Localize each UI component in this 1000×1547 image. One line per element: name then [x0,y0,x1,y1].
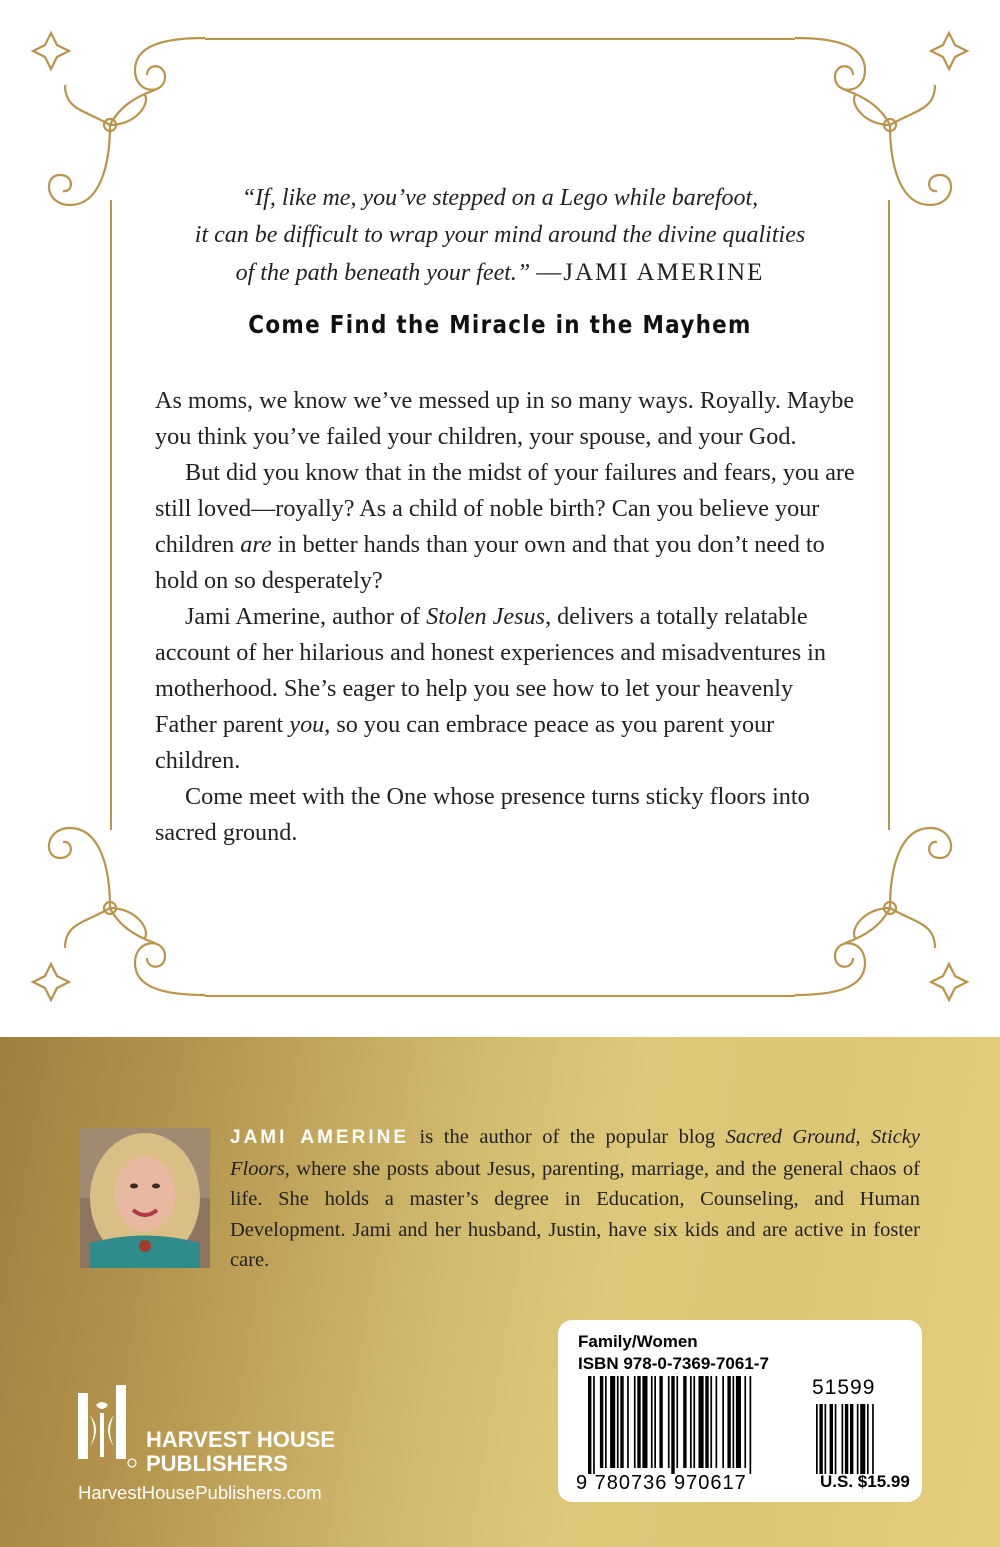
barcode-bar [627,1376,629,1468]
barcode-bar [610,1376,615,1468]
barcode-bar [750,1376,752,1474]
barcode-bar [654,1376,656,1468]
barcode-main-digits: 9 780736 970617 [576,1472,747,1494]
p3-text-c: , so you can embrace peace as you parent your children. [155,711,775,774]
barcode-addon-bar [830,1404,833,1474]
quote-line-3-text: of the path beneath your feet.” [235,260,531,286]
barcode-addon-bar [835,1404,837,1474]
paragraph-2 [155,455,855,599]
p3-emphasis: you [289,711,325,738]
barcode-addon-bar [860,1404,865,1474]
barcode-bar [668,1376,670,1468]
quote-attribution: —JAMI AMERINE [536,259,765,286]
barcode-isbn: ISBN 978-0-7369-7061-7 [578,1354,769,1373]
barcode-bar [600,1376,603,1468]
barcode-bar [671,1376,674,1474]
quote-line-3 [150,254,850,292]
barcode-bar [659,1376,662,1468]
p3-book-title: Stolen Jesus [426,603,546,630]
barcode-addon-bar [867,1404,869,1474]
barcode-price: U.S. $15.99 [820,1472,910,1491]
blog-title: Sacred Ground, Sticky Floors [230,1126,920,1180]
barcode-addon-bar [842,1404,844,1474]
barcode-bar [605,1376,607,1468]
barcode-bar [593,1376,595,1474]
publisher-line-2: PUBLISHERS [146,1451,288,1476]
barcode-bar [699,1376,704,1468]
barcode-bar [722,1376,724,1468]
barcode-bar [716,1376,718,1468]
barcode-addon-bar [857,1404,859,1474]
publisher-website: HarvestHousePublishers.com [78,1482,322,1503]
paragraph-4: Come meet with the One whose presence turns sticky floors into sacred ground. [155,783,810,846]
barcode-addon-digits: 51599 [812,1376,876,1399]
barcode-addon-bar [845,1404,848,1474]
p3-text-a: Jami Amerine, author of [185,603,427,630]
author-bio [230,1122,920,1276]
barcode-panel [558,1320,922,1502]
barcode-bar [736,1376,741,1468]
publisher-line-1: HARVEST HOUSE [146,1427,336,1452]
barcode-bar [744,1376,746,1468]
barcode-bar [617,1376,619,1468]
barcode-bar [588,1376,591,1474]
barcode-addon-bar [819,1404,822,1474]
bio-text-2: , where she posts about Jesus, parenting, marriage, and the general chaos of life. She holds a master’s degree in Education, Counseling, and Human Development. Jami and her husband, Justin, have six kids and are active in foster care. [230,1157,920,1271]
description-text [155,383,855,851]
p2-text-a: But did you know that in the midst of your failures and fears, you are still loved—royally? As a child of noble birth? Can you believe your children [155,459,855,558]
barcode-addon-bar [872,1404,874,1474]
pull-quote [150,180,850,292]
barcode-bar [733,1376,735,1468]
p2-emphasis: are [240,531,272,558]
bio-text-1: is the author of the popular blog [409,1126,726,1148]
quote-line-2: it can be difficult to wrap your mind around the divine qualities [194,222,806,248]
barcode-bar [683,1376,686,1468]
barcode-addon-bar [816,1404,818,1474]
barcode-category: Family/Women [578,1332,698,1351]
barcode-bar [727,1376,730,1468]
barcode-bar [693,1376,695,1468]
barcode-bar [690,1376,692,1468]
quote-line-1: “If, like me, you’ve stepped on a Lego while barefoot, [241,185,759,211]
barcode-addon-bar [825,1404,827,1474]
author-name: JAMI AMERINE [230,1127,410,1148]
barcode-bar [634,1376,636,1468]
p2-text-b: in better hands than your own and that you don’t need to hold on so desperately? [155,531,825,594]
p3-text-b: , delivers a totally relatable account of her hilarious and honest experiences and misadventures in motherhood. She’s eager to help you see how to let your heavenly Father parent [155,603,826,738]
barcode-bar [710,1376,712,1468]
barcode-bar [642,1376,647,1468]
paragraph-1: As moms, we know we’ve messed up in so many ways. Royally. Maybe you think you’ve failed your children, your spouse, and your God. [155,387,855,450]
barcode-bar [620,1376,623,1468]
paragraph-3 [155,599,855,779]
barcode-bar [676,1376,678,1468]
frame-bottom-line [205,995,795,997]
author-photo [80,1128,210,1268]
barcode-addon-bar [850,1404,853,1474]
publisher-name [146,1428,335,1476]
barcode-bar [705,1376,708,1468]
barcode-bar [651,1376,653,1468]
back-cover-heading: Come Find the Miracle in the Mayhem [248,310,752,339]
frame-left-line [110,200,112,830]
harvest-house-logo-icon [78,1385,138,1475]
barcode-bar [637,1376,640,1468]
frame-top-line [205,38,795,40]
frame-right-line [888,200,890,830]
